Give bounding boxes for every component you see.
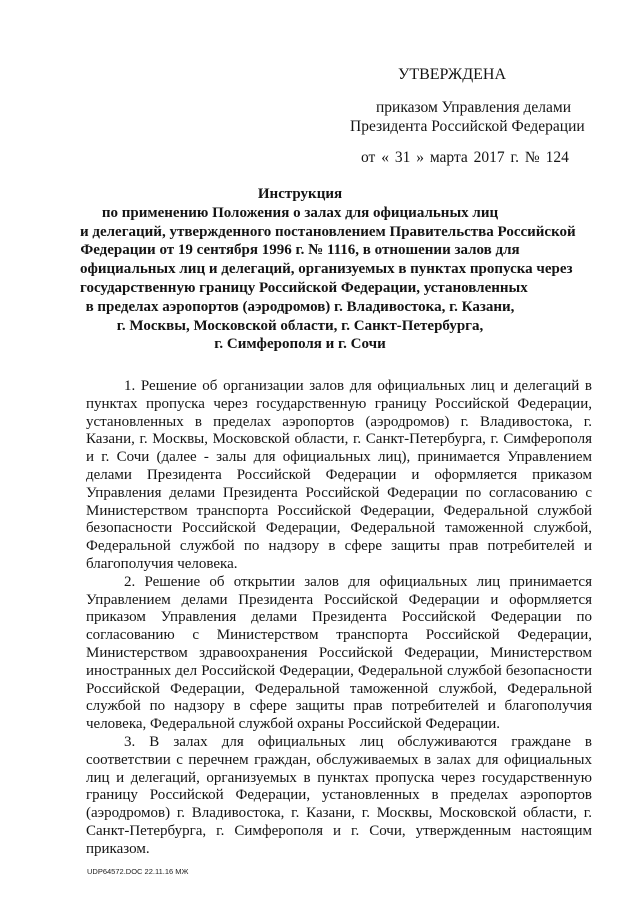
paragraph-3: 3. В залах для официальных лиц обслуживаются граждане в соответствии с перечнем граждан, обслуживаемых в залах для официальных лиц и делегаций, организуемых в пунктах пропуска через государственную границу Российской Федерации, установленных в пределах аэропортов (аэродромов) г. Владивостока, г. Казани, г. Москвы, Московской области, г. Санкт-Петербурга, г. Симферополя и г. Сочи, утвержденным настоящим приказом. xyxy=(86,733,592,857)
title-line: в пределах аэропортов (аэродромов) г. Владивостока, г. Казани, xyxy=(85,298,515,315)
title-line: г. Москвы, Московской области, г. Санкт-Петербурга, xyxy=(116,317,484,334)
title-line: официальных лиц и делегаций, организуемых в пунктах пропуска через xyxy=(80,261,573,278)
title-line: Федерации от 19 сентября 1996 г. № 1116, в отношении залов для xyxy=(80,242,520,259)
title-line: государственную границу Российской Федерации, установленных xyxy=(80,279,528,296)
file-footer: UDP64572.DOC 22.11.16 МЖ xyxy=(87,867,189,876)
document-body xyxy=(86,378,592,859)
title-line: Инструкция xyxy=(257,186,343,202)
document-title xyxy=(80,185,576,354)
paragraph-2: 2. Решение об открытии залов для официальных лиц принимается Управлением делами Президента Российской Федерации и оформляется приказом Управления делами Президента Российской Федерации по согласованию с Министерством транспорта Российской Федерации, Министерством здравоохранения Российской Федерации, Министерством иностранных дел Российской Федерации, Федеральной службой безопасности Российской Федерации, Федеральной таможенной службой, Федеральной службой по надзору в сфере защиты прав потребителей и благополучия человека, Федеральной службой охраны Российской Федерации. xyxy=(86,573,592,733)
approval-line-order: приказом Управления делами xyxy=(376,99,572,116)
approval-heading: УТВЕРЖДЕНА xyxy=(398,66,507,83)
title-line: по применению Положения о залах для официальных лиц xyxy=(101,204,499,221)
title-line: г. Симферополя и г. Сочи xyxy=(214,336,386,353)
paragraph-1: 1. Решение об организации залов для официальных лиц и делегаций в пунктах пропуска через государственную границу Российской Федерации, установленных в пределах аэропортов (аэродромов) г. Владивостока, г. Казани, г. Москвы, Московской области, г. Санкт-Петербурга, г. Симферополя и г. Сочи (далее - залы для официальных лиц), принимается Управлением делами Президента Российской Федерации и оформляется приказом Управления делами Президента Российской Федерации по согласованию с Министерством транспорта Российской Федерации, Федеральной службой безопасности Российской Федерации, Федеральной таможенной службой, Федеральной службой по надзору в сфере защиты прав потребителей и благополучия человека. xyxy=(86,378,592,572)
approval-line-president: Президента Российской Федерации xyxy=(350,118,585,135)
approval-date-number: от « 31 » марта 2017 г. № 124 xyxy=(361,149,569,166)
title-line: и делегаций, утвержденного постановлением Правительства Российской xyxy=(80,223,576,240)
